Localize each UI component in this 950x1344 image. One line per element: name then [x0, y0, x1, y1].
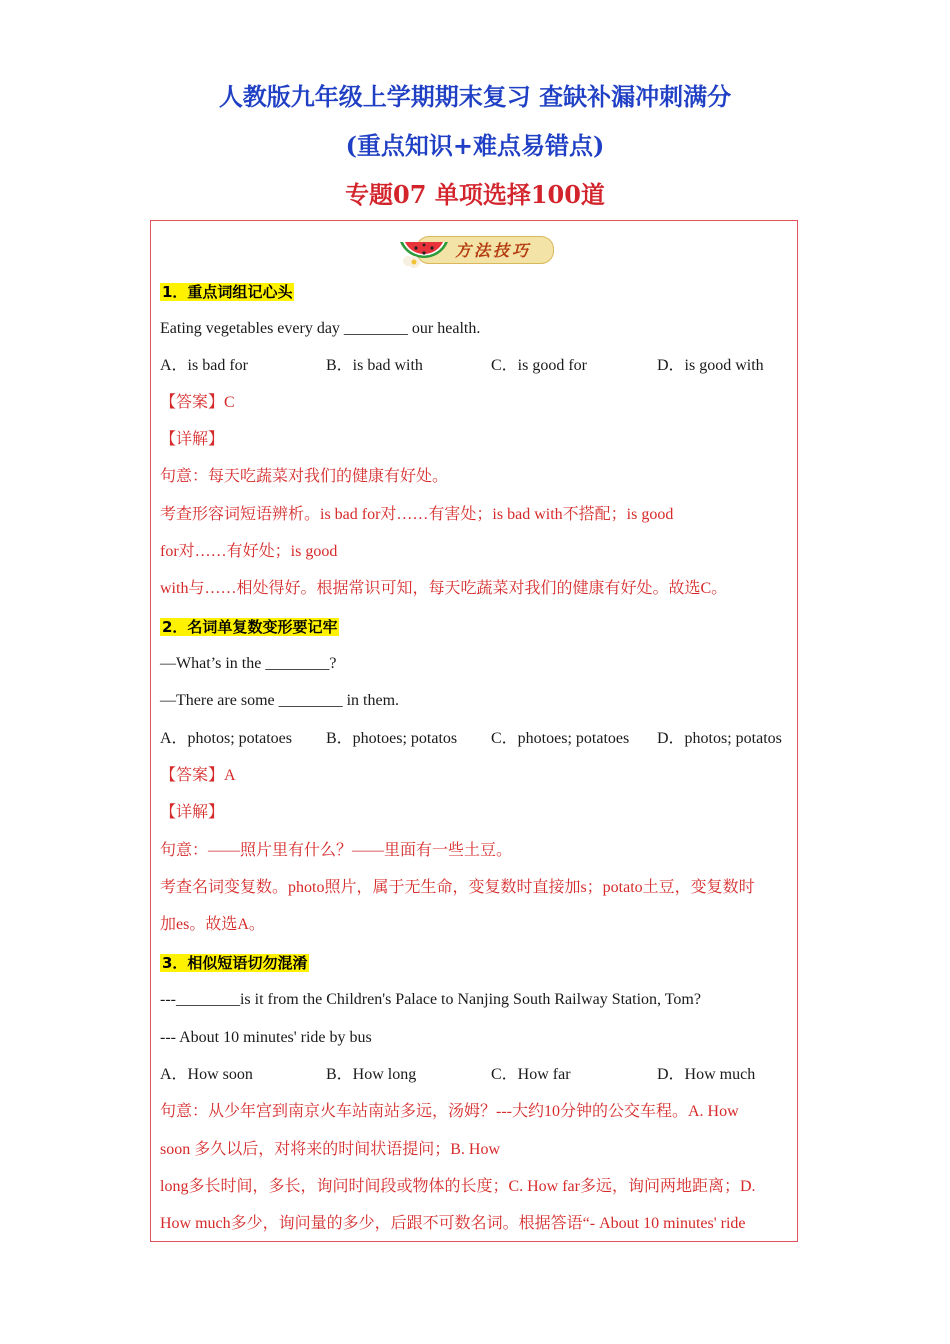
topic-title: 专题07 单项选择100道: [345, 180, 605, 209]
question-text: ---________is it from the Children's Palace to Nanjing South Railway Station, Tom?: [160, 991, 701, 1008]
question-text: —There are some ________ in them.: [160, 692, 400, 709]
section-heading: 2．名词单复数变形要记牢: [162, 618, 338, 636]
answer: 【答案】C: [160, 394, 235, 411]
explanation-line: 句意：每天吃蔬菜对我们的健康有好处。: [160, 468, 449, 485]
options-row: [160, 728, 790, 750]
document-title: 人教版九年级上学期期末复习 查缺补漏冲刺满分: [218, 82, 732, 111]
explanation-line: soon 多久以后，对将来的时间状语提问；B. How: [160, 1141, 501, 1158]
explanation-line: long多长时间，多长，询问时间段或物体的长度；C. How far多远，询问两地距离；D.: [160, 1178, 756, 1195]
explanation-line: 句意：从少年宫到南京火车站南站多远，汤姆？---大约10分钟的公交车程。A. How: [160, 1103, 739, 1120]
option-b: B．is bad with: [326, 357, 423, 374]
detail-label: 【详解】: [160, 431, 225, 448]
section-heading: 3．相似短语切勿混淆: [162, 954, 308, 972]
detail-label: 【详解】: [160, 804, 225, 821]
explanation-line: 加es。故选A。: [160, 916, 265, 933]
option-d: D．photos; potatos: [657, 730, 782, 747]
explanation-line: How much多少，询问量的多少，后跟不可数名词。根据答语“- About 10 minutes' ride: [160, 1215, 746, 1232]
question-text: --- About 10 minutes' ride by bus: [160, 1029, 372, 1046]
answer: 【答案】A: [160, 767, 236, 784]
option-c: C．How far: [491, 1066, 571, 1083]
option-a: A．How soon: [160, 1066, 253, 1083]
section-heading: 1．重点词组记心头: [162, 283, 293, 301]
option-b: B．photoes; potatos: [326, 730, 458, 747]
banner-label: 方法技巧: [455, 241, 532, 260]
question-text: Eating vegetables every day ________ our health.: [160, 320, 481, 337]
option-d: D．How much: [657, 1066, 756, 1083]
method-tips-banner: [394, 224, 558, 270]
explanation-line: 考查形容词短语辨析。is bad for对……有害处；is bad with不搭配；is good: [160, 506, 674, 523]
option-c: C．is good for: [491, 357, 588, 374]
option-b: B．How long: [326, 1066, 417, 1083]
options-row: [160, 1064, 790, 1086]
option-c: C．photoes; potatoes: [491, 730, 630, 747]
content-box: [150, 220, 798, 1242]
option-d: D．is good with: [657, 357, 764, 374]
question-text: —What’s in the ________?: [160, 655, 337, 672]
explanation-line: with与……相处得好。根据常识可知，每天吃蔬菜对我们的健康有好处。故选C。: [160, 580, 728, 597]
options-row: [160, 355, 790, 377]
explanation-line: 考查名词变复数。photo照片，属于无生命，变复数时直接加s；potato土豆，变复数时: [160, 879, 755, 896]
watermelon-icon: [394, 224, 454, 270]
explanation-line: for对……有好处；is good: [160, 543, 338, 560]
option-a: A．is bad for: [160, 357, 248, 374]
explanation-line: 句意：——照片里有什么？——里面有一些土豆。: [160, 842, 513, 859]
option-a: A．photos; potatoes: [160, 730, 292, 747]
document-subtitle: (重点知识+难点易错点): [345, 131, 605, 160]
